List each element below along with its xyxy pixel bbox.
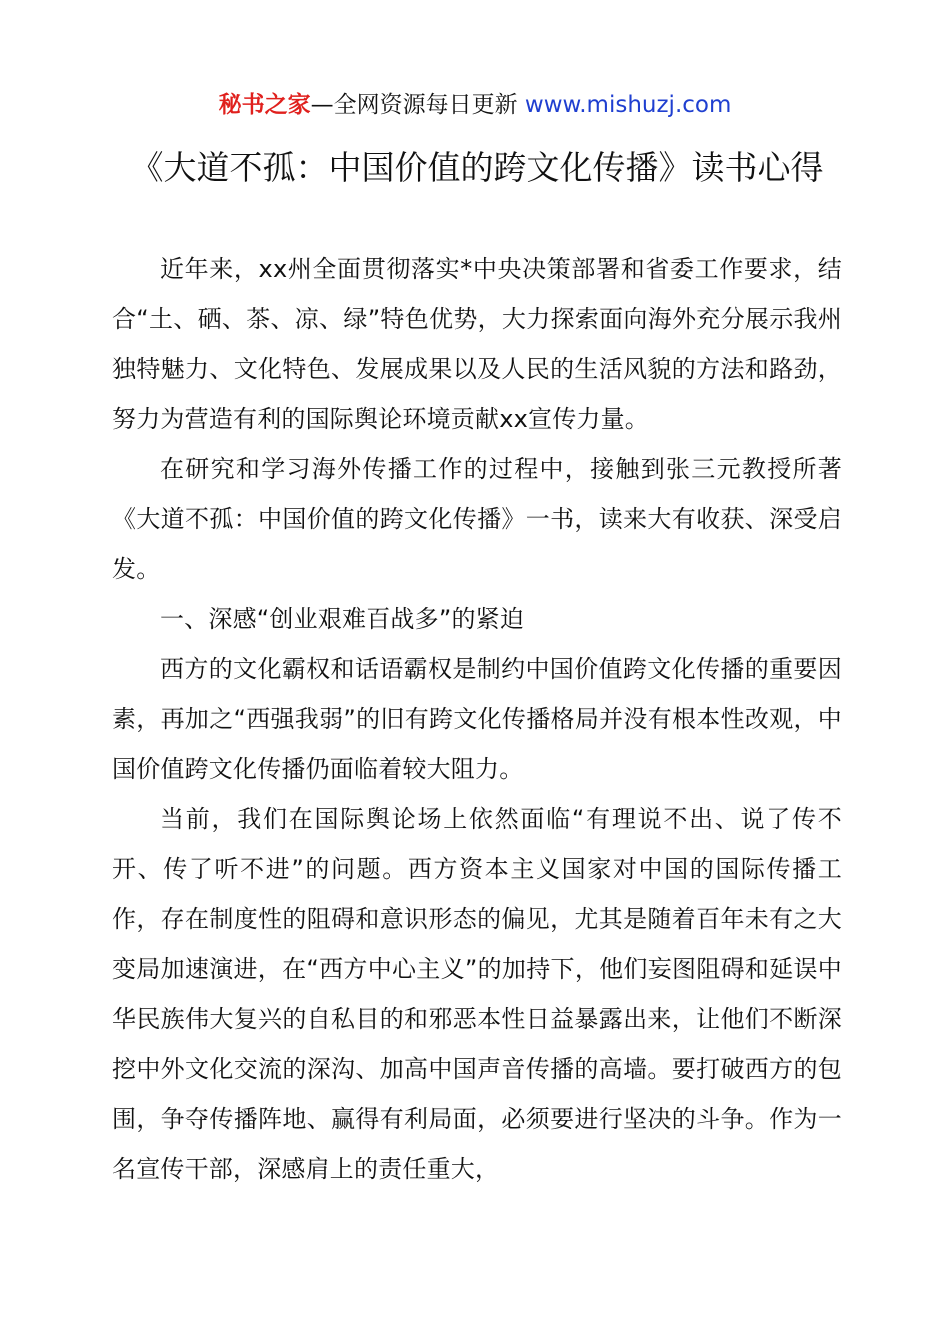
header-tagline: —全网资源每日更新 [310, 92, 525, 118]
brand-name: 秘书之家 [218, 92, 311, 118]
paragraph-intro: 近年来，xx州全面贯彻落实*中央决策部署和省委工作要求，结合“土、硒、茶、凉、绿”特色优势，大力探索面向海外充分展示我州独特魅力、文化特色、发展成果以及人民的生活风貌的方法和路劲，努力为营造有利的国际舆论环境贡献xx宣传力量。 [112, 255, 842, 433]
document-title: 《大道不孤：中国价值的跨文化传播》读书心得 [130, 148, 824, 187]
paragraph-hegemony: 西方的文化霸权和话语霸权是制约中国价值跨文化传播的重要因素，再加之“西强我弱”的旧有跨文化传播格局并没有根本性改观，中国价值跨文化传播仍面临着较大阻力。 [112, 655, 842, 783]
site-header [0, 90, 950, 120]
document-body [112, 244, 842, 1194]
paragraph-current: 当前，我们在国际舆论场上依然面临“有理说不出、说了传不开、传了听不进”的问题。西方资本主义国家对中国的国际传播工作，存在制度性的阻碍和意识形态的偏见，尤其是随着百年未有之大变局加速演进，在“西方中心主义”的加持下，他们妄图阻碍和延误中华民族伟大复兴的自私目的和邪恶本性日益暴露出来，让他们不断深挖中外文化交流的深沟、加高中国声音传播的高墙。要打破西方的包围，争夺传播阵地、赢得有利局面，必须要进行坚决的斗争。作为一名宣传干部，深感肩上的责任重大， [112, 805, 842, 1183]
site-url-link[interactable]: www.mishuzj.com [524, 92, 732, 118]
paragraph-reading: 在研究和学习海外传播工作的过程中，接触到张三元教授所著《大道不孤：中国价值的跨文化传播》一书，读来大有收获、深受启发。 [112, 455, 842, 583]
section-heading-1: 一、深感“创业艰难百战多”的紧迫 [160, 605, 525, 633]
